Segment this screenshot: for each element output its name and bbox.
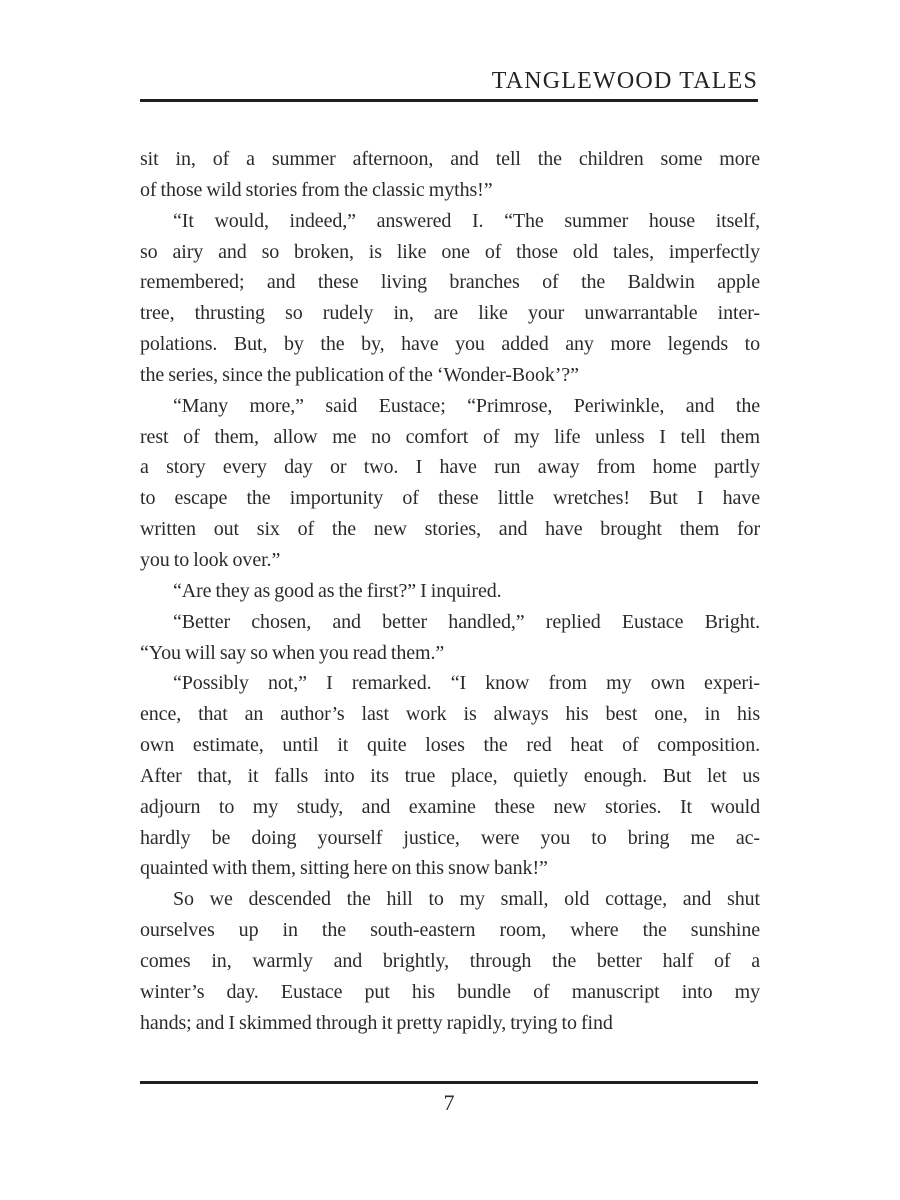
text-line: After that, it falls into its true place, quietly enough. But let us [140,764,760,787]
text-line: remembered; and these living branches of the Baldwin apple [140,271,760,294]
text-line: comes in, warmly and brightly, through the better half of a [140,949,760,972]
footer-rule [140,1081,758,1084]
text-line: adjourn to my study, and examine these new stories. It would [140,795,760,818]
text-line: to escape the importunity of these little wretches! But I have [140,487,760,510]
text-line: sit in, of a summer afternoon, and tell the children some more [140,148,760,170]
text-line: “You will say so when you read them.” [140,641,445,664]
text-line: “Many more,” said Eustace; “Primrose, Periwinkle, and the [173,394,760,417]
body-text [140,144,760,1038]
text-line: hardly be doing yourself justice, were you to bring me ac- [140,826,760,849]
text-line: winter’s day. Eustace put his bundle of manuscript into my [140,980,760,1003]
text-line: polations. But, by the by, have you added any more legends to [140,333,760,356]
text-line: tree, thrusting so rudely in, are like your unwarrantable inter- [140,302,760,325]
text-line: So we descended the hill to my small, old cottage, and shut [173,888,760,911]
text-line: ence, that an author’s last work is always his best one, in his [140,703,760,726]
text-line: quainted with them, sitting here on this snow bank!” [140,857,548,880]
text-line: written out six of the new stories, and have brought them for [140,518,760,541]
text-line: the series, since the publication of the ‘Wonder-Book’?” [140,363,579,386]
text-line: a story every day or two. I have run away from home partly [140,456,760,479]
text-line: so airy and so broken, is like one of those old tales, imperfectly [140,240,760,263]
page-number: 7 [443,1090,455,1115]
text-line: rest of them, allow me no comfort of my life unless I tell them [140,425,760,448]
text-line: “Better chosen, and better handled,” replied Eustace Bright. [173,610,760,633]
text-line: “Are they as good as the first?” I inquired. [173,579,502,602]
text-line: “Possibly not,” I remarked. “I know from my own experi- [173,672,760,695]
text-line: ourselves up in the south-eastern room, where the sunshine [140,919,760,942]
text-line: hands; and I skimmed through it pretty rapidly, trying to find [140,1011,613,1034]
running-header-title: TANGLEWOOD TALES [491,68,758,94]
text-line: of those wild stories from the classic myths!” [140,178,493,201]
text-line: “It would, indeed,” answered I. “The summer house itself, [173,209,760,232]
text-line: own estimate, until it quite loses the red heat of composition. [140,734,760,757]
header-rule [140,99,758,102]
text-line: you to look over.” [140,548,281,571]
